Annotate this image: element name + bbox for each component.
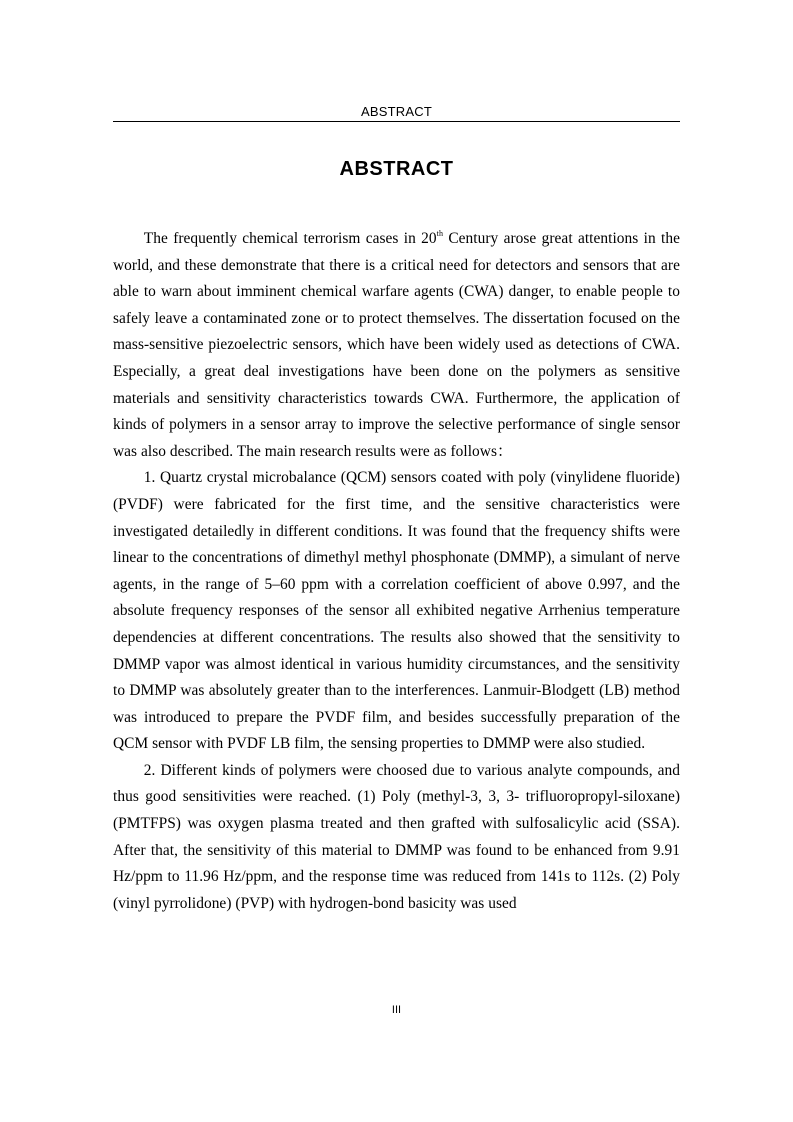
paragraph-item-1: 1. Quartz crystal microbalance (QCM) sensors coated with poly (vinylidene fluoride) (PVDF) were fabricated for the first time, and the sensitive characteristics were investigated detailedly in different conditions. It was found that the frequency shifts were linear to the concentrations of dimethyl methyl phosphonate (DMMP), a simulant of nerve agents, in the range of 5–60 ppm with a correlation coefficient of above 0.997, and the absolute frequency responses of the sensor all exhibited negative Arrhenius temperature dependencies at different concentrations. The results also showed that the sensitivity to DMMP vapor was almost identical in various humidity circumstances, and the sensitivity to DMMP was absolutely greater than to the interferences. Lanmuir-Blodgett (LB) method was introduced to prepare the PVDF film, and besides successfully preparation of the QCM sensor with PVDF LB film, the sensing properties to DMMP were also studied. xyxy=(113,469,680,753)
intro-text-a: The frequently chemical terrorism cases in 20 xyxy=(143,230,437,247)
intro-text-b: Century arose great attentions in the world, and these demonstrate that there is a critical need for detectors and sensors that are able to warn about imminent chemical warfare agents (CWA) danger, to enable people to safely leave a contaminated zone or to protect themselves. The dissertation focused on the mass-sensitive piezoelectric sensors, which have been widely used as detections of CWA. Especially, a great deal investigations have been done on the polymers as sensitive materials and sensitivity characteristics towards CWA. Furthermore, the application of kinds of polymers in a sensor array to improve the selective performance of single sensor was also described. The main research results were as follows： xyxy=(113,230,680,460)
paragraph-intro xyxy=(113,226,680,465)
abstract-body xyxy=(113,226,680,917)
running-header: ABSTRACT xyxy=(361,104,432,119)
page-number: III xyxy=(391,1004,402,1016)
page-title: ABSTRACT xyxy=(339,158,454,180)
ordinal-superscript: th xyxy=(436,229,443,238)
header-rule xyxy=(113,121,680,122)
paragraph-item-2: 2. Different kinds of polymers were choosed due to various analyte compounds, and thus good sensitivities were reached. (1) Poly (methyl-3, 3, 3- trifluoropropyl-siloxane) (PMTFPS) was oxygen plasma treated and then grafted with sulfosalicylic acid (SSA). After that, the sensitivity of this material to DMMP was found to be enhanced from 9.91 Hz/ppm to 11.96 Hz/ppm, and the response time was reduced from 141s to 112s. (2) Poly (vinyl pyrrolidone) (PVP) with hydrogen-bond basicity was used xyxy=(113,761,680,912)
